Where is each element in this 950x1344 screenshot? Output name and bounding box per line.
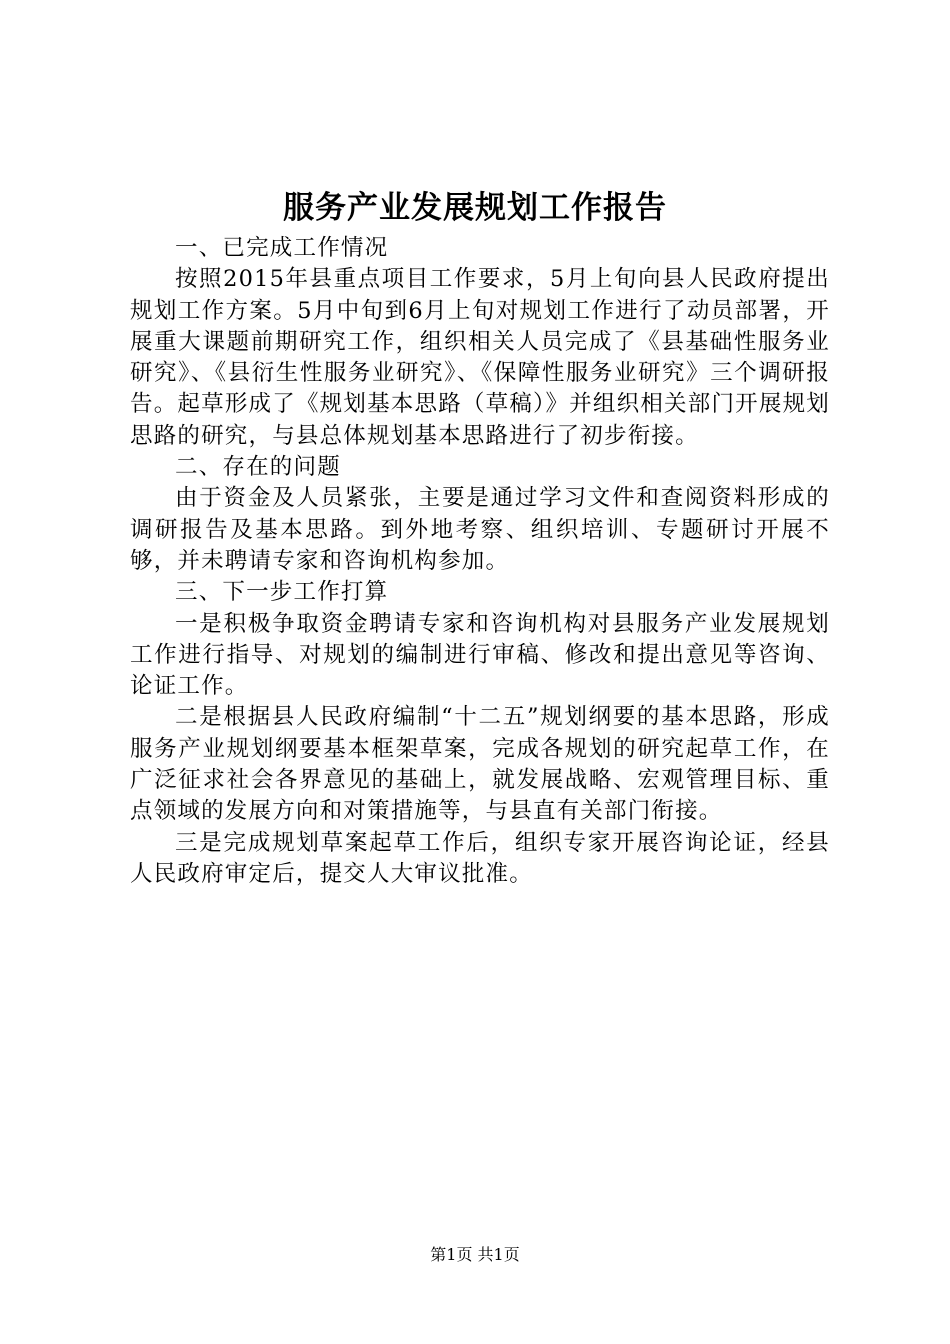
paragraph-next-step-2: 二是根据县人民政府编制“十二五”规划纲要的基本思路，形成服务产业规划纲要基本框架草案，完成各规划的研究起草工作，在广泛征求社会各界意见的基础上，就发展战略、宏观管理目标、重点领域的发展方向和对策措施等，与县直有关部门衔接。 — [130, 704, 830, 825]
section-heading-problems: 二、存在的问题 — [175, 454, 341, 481]
page-footer: 第1页 共1页 — [430, 1245, 520, 1264]
paragraph-next-step-3: 三是完成规划草案起草工作后，组织专家开展咨询论证，经县人民政府审定后，提交人大审议批准。 — [130, 829, 830, 887]
paragraph-problems: 由于资金及人员紧张，主要是通过学习文件和查阅资料形成的调研报告及基本思路。到外地考察、组织培训、专题研讨开展不够，并未聘请专家和咨询机构参加。 — [130, 485, 830, 574]
paragraph-next-step-1: 一是积极争取资金聘请专家和咨询机构对县服务产业发展规划工作进行指导、对规划的编制进行审稿、修改和提出意见等咨询、论证工作。 — [130, 610, 830, 700]
section-heading-next-steps: 三、下一步工作打算 — [175, 579, 389, 606]
document-title: 服务产业发展规划工作报告 — [283, 190, 667, 226]
document-body — [130, 233, 830, 890]
paragraph-completed-work: 按照2015年县重点项目工作要求，5月上旬向县人民政府提出规划工作方案。5月中旬到6月上旬对规划工作进行了动员部署，开展重大课题前期研究工作，组织相关人员完成了《县基础性服务业研究》、《县衍生性服务业研究》、《保障性服务业研究》三个调研报告。起草形成了《规划基本思路（草稿）》并组织相关部门开展规划思路的研究，与县总体规划基本思路进行了初步衔接。 — [130, 266, 830, 449]
section-heading-completed: 一、已完成工作情况 — [175, 235, 389, 261]
